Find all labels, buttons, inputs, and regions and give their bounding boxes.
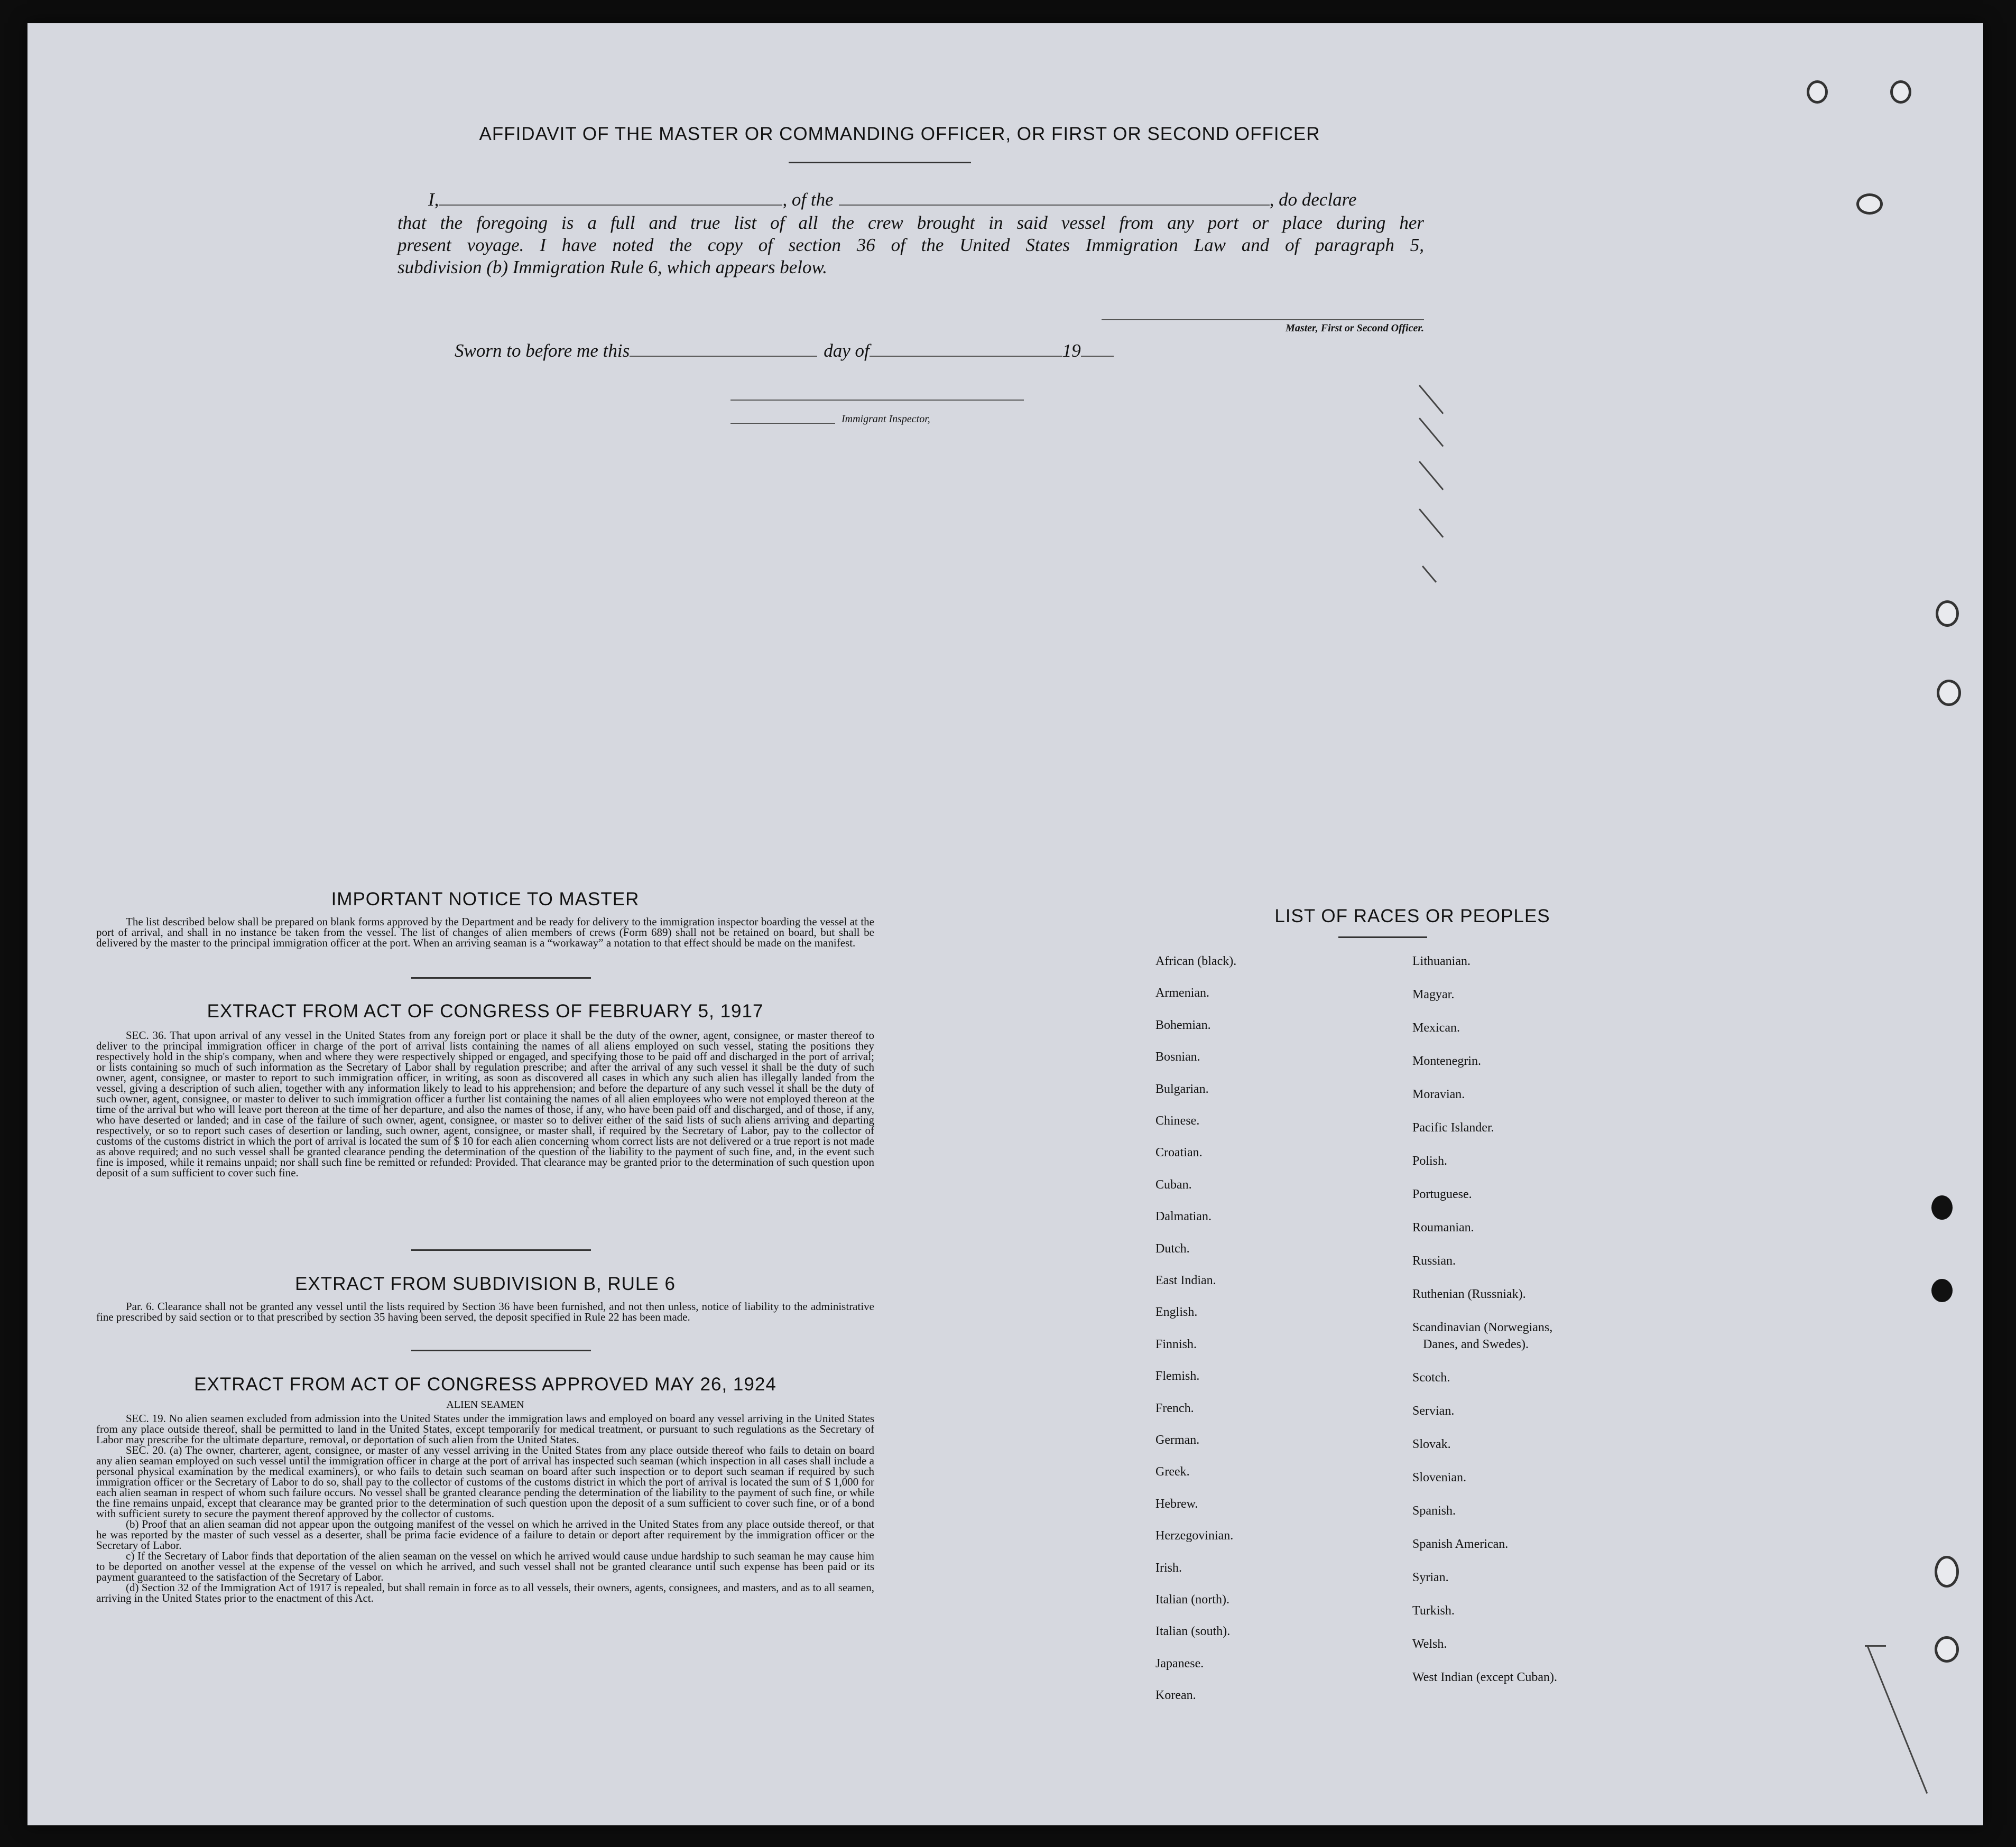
race-right-item: Scandinavian (Norwegians,: [1412, 1321, 1553, 1334]
extract-rule6-title: EXTRACT FROM SUBDIVISION B, RULE 6: [295, 1274, 676, 1294]
pencil-stroke-short: [1865, 1645, 1886, 1647]
race-left-item: Armenian.: [1155, 986, 1209, 1000]
race-left-item: Japanese.: [1155, 1656, 1204, 1670]
sec-20b-text: (b) Proof that an alien seaman did not appear upon the outgoing manifest of the vessel on which he arrived in the United States from any place outside thereof, or that he was reported by the master of such vessel as a deserter, shall be prima facie evidence of a failure to detain or deport after requirement by the immigration officer or the Secretary of Labor.: [96, 1518, 874, 1552]
notice-divider: [411, 977, 591, 979]
race-right-item: Slovenian.: [1412, 1471, 1466, 1484]
race-right-item: Spanish.: [1412, 1504, 1456, 1518]
race-left-item: Finnish.: [1155, 1337, 1197, 1351]
declaration-line-2: that the foregoing is a full and true list of all the crew brought in said vessel from any port or place during her: [397, 212, 1424, 233]
day-of-label: day of: [824, 340, 870, 361]
sec-20d-text: (d) Section 32 of the Immigration Act of 1917 is repealed, but shall remain in force as to all vessels, their owners, agents, consignees, and masters, and as to all seamen, arriving in the United States prior to the enactment of this Act.: [96, 1581, 874, 1604]
race-left-item: Korean.: [1155, 1688, 1196, 1703]
extract-1924-subtitle: ALIEN SEAMEN: [446, 1399, 524, 1410]
race-right-item: Servian.: [1412, 1404, 1455, 1418]
binder-hole-9: [1935, 1636, 1959, 1663]
extract-1917-text: SEC. 36. That upon arrival of any vessel in the United States from any foreign port or place it shall be the duty of the owner, agent, consignee, or master thereof to deliver to the principal immigration officer in charge of the port of arrival lists containing the names of all aliens employed on such vessel, stating the positions they respectively hold in the ship's company, when and where they were respectively shipped or engaged, and specifying those to be paid off and discharged in the port of arrival; or lists containing so much of such information as the Secretary of Labor shall by regulation prescribe; and after the arrival of any such vessel it shall be the duty of such owner, agent, consignee, or master to report to such immigration officer, in writing, as soon as discovered all cases in which any such alien has illegally landed from the vessel, giving a description of such alien, together with any information likely to lead to his apprehension; and before the departure of any such vessel it shall be the duty of such owner, agent, consignee, or master to deliver to such immigration officer a further list containing the names of all alien employees who were not employed thereon at the time of the arrival but who will leave port thereon at the time of her departure, and also the names of those, if any, who have been paid off and discharged, and of those, if any, who have deserted or landed; and in case of the failure of such owner, agent, consignee, or master so to deliver either of the said lists of such aliens arriving and departing respectively, or so to report such cases of desertion or landing, such owner, agent, consignee, or master shall, if required by the Secretary of Labor, pay to the collector of customs of the customs district in which the port of arrival is located the sum of $ 10 for each alien concerning whom correct lists are not delivered or a true report is not made as above required; and no such vessel shall be granted clearance pending the determination of the question of the liability to the payment of such fine, and, in the event such fine is imposed, while it remains unpaid; nor shall such fine be remitted or refunded: Provided. That clearance may be granted prior to the determination of such question upon deposit of a sum sufficient to cover such fine.: [96, 1029, 874, 1179]
master-label: Master, First or Second Officer.: [1286, 322, 1424, 334]
race-right-item: Montenegrin.: [1412, 1054, 1481, 1068]
race-right-item: Spanish American.: [1412, 1537, 1509, 1551]
race-left-item: English.: [1155, 1305, 1198, 1320]
binder-hole-4: [1936, 600, 1959, 627]
do-declare-label: , do declare: [1269, 189, 1357, 210]
race-left-item: Italian (north).: [1155, 1593, 1229, 1607]
notice-text: The list described below shall be prepared on blank forms approved by the Department and be ready for delivery to the immigration inspector boarding the vessel at the port of arrival, and shall in no instance be taken from the vessel. The list of changes of alien members of crews (Form 689) shall not be retained on board, but shall be delivered by the master to the principal immigration officer at the port. When an arriving seaman is a “workaway” a notation to that effect should be made on the manifest.: [96, 915, 874, 949]
extract-rule6-text: Par. 6. Clearance shall not be granted any vessel until the lists required by Section 36 have been furnished, and not then unless, notice of liability to the administrative fine prescribed by said section or to that prescribed by section 35 having been served, the deposit specified in Rule 22 has been made.: [96, 1300, 874, 1323]
sworn-year-field[interactable]: [1081, 356, 1114, 357]
extract-1924-body: [96, 1413, 874, 1603]
race-left-item: Bosnian.: [1155, 1050, 1200, 1064]
sworn-label: Sworn to before me this: [455, 340, 630, 361]
year-label: 19: [1062, 340, 1081, 361]
race-right-item: Welsh.: [1412, 1637, 1447, 1651]
title-underline: [789, 162, 971, 163]
sworn-day-field[interactable]: [630, 356, 817, 357]
race-left-item: French.: [1155, 1401, 1194, 1415]
of-the-label: , of the: [782, 189, 834, 210]
race-left-item: Bohemian.: [1155, 1018, 1211, 1032]
pencil-mark-3: [1419, 461, 1444, 490]
race-right-item: Roumanian.: [1412, 1221, 1474, 1235]
binder-hole-top-2: [1890, 80, 1911, 104]
binder-hole-top-1: [1807, 80, 1828, 104]
binder-hole-7: [1931, 1279, 1953, 1302]
sworn-line: [455, 340, 1114, 361]
pencil-mark-2: [1419, 417, 1444, 447]
pencil-mark-4: [1419, 508, 1444, 538]
race-right-item: Magyar.: [1412, 988, 1455, 1001]
race-left-item: Greek.: [1155, 1465, 1190, 1479]
race-right-item: Scotch.: [1412, 1371, 1450, 1385]
race-right-item: Danes, and Swedes).: [1423, 1338, 1529, 1351]
binder-hole-8: [1935, 1556, 1959, 1588]
extract-1924-title: EXTRACT FROM ACT OF CONGRESS APPROVED MAY 26, 1924: [194, 1374, 776, 1395]
race-left-item: Dutch.: [1155, 1241, 1190, 1256]
sec-19-text: SEC. 19. No alien seamen excluded from admission into the United States under the immigration laws and employed on board any vessel arriving in the United States from any place outside thereof, shall be permitted to land in the United States, except temporarily for medical treatment, or pursuant to such regulations as the Secretary of Labor may prescribe for the ultimate departure, removal, or deportation of such alien from the United States.: [96, 1412, 874, 1446]
binder-hole-6: [1931, 1195, 1953, 1220]
race-right-item: Syrian.: [1412, 1571, 1449, 1584]
race-left-item: Hebrew.: [1155, 1497, 1198, 1511]
extract-1917-divider: [411, 1249, 591, 1251]
binder-hole-3: [1856, 193, 1883, 215]
race-right-item: Slovak.: [1412, 1437, 1451, 1451]
race-right-item: Russian.: [1412, 1254, 1456, 1268]
master-signature-line[interactable]: [1102, 319, 1424, 320]
inspector-label: Immigrant Inspector,: [841, 413, 930, 425]
race-right-item: Portuguese.: [1412, 1187, 1472, 1201]
pencil-mark-5: [1422, 565, 1437, 583]
races-title: LIST OF RACES OR PEOPLES: [1274, 906, 1550, 926]
race-right-item: Ruthenian (Russniak).: [1412, 1287, 1526, 1301]
inspector-prefix-line: [730, 423, 835, 424]
race-left-item: Flemish.: [1155, 1369, 1200, 1384]
race-right-item: Moravian.: [1412, 1088, 1465, 1101]
pencil-stroke-long: [1867, 1646, 1928, 1794]
name-field[interactable]: [439, 205, 782, 206]
i-label: I,: [428, 189, 439, 210]
sec-20a-text: SEC. 20. (a) The owner, charterer, agent, consignee, or master of any vessel arriving in the United States from any place outside thereof who fails to detain on board any alien seaman employed on such vessel until the immigration officer in charge at the port of arrival has inspected such seaman (which inspection in all cases shall include a personal physical examination by the medical examiners), or who fails to detain such seaman on board after such inspection or to deport such seaman if required by such immigration officer or the Secretary of Labor to do so, shall pay to the collector of customs of the customs district in which the port of arrival is located the sum of $ 1,000 for each alien seaman in respect of whom such failure occurs. No vessel shall be granted clearance pending the determination of the liability to the payment of such fine, or while the fine remains unpaid, except that clearance may be granted prior to the determination of such question upon the deposit of a sum sufficient to cover such fine, or of a bond with sufficient surety to secure the payment thereof approved by the collector of customs.: [96, 1444, 874, 1520]
form-page: [27, 23, 1983, 1825]
race-right-item: Pacific Islander.: [1412, 1121, 1494, 1135]
race-left-item: Chinese.: [1155, 1114, 1200, 1128]
affidavit-title: AFFIDAVIT OF THE MASTER OR COMMANDING OFFICER, OR FIRST OR SECOND OFFICER: [479, 124, 1320, 144]
race-right-item: Turkish.: [1412, 1604, 1455, 1618]
race-right-item: Mexican.: [1412, 1021, 1460, 1035]
extract-1917-title: EXTRACT FROM ACT OF CONGRESS OF FEBRUARY 5, 1917: [207, 1001, 764, 1022]
race-left-item: Herzegovinian.: [1155, 1529, 1234, 1543]
race-left-item: Italian (south).: [1155, 1625, 1231, 1639]
inspector-signature-line[interactable]: [730, 400, 1024, 401]
sec-20c-text: c) If the Secretary of Labor finds that deportation of the alien seaman on the vessel on which he arrived would cause undue hardship to such seaman he may cause him to be deported on another vessel at the expense of the vessel on which he arrived, and such vessel shall not be granted clearance until such expense has been paid or its payment guaranteed to the satisfaction of the Secretary of Labor.: [96, 1549, 874, 1583]
race-left-item: Irish.: [1155, 1561, 1182, 1575]
race-right-item: West Indian (except Cuban).: [1412, 1670, 1557, 1684]
race-left-item: Bulgarian.: [1155, 1082, 1209, 1096]
race-left-item: German.: [1155, 1433, 1200, 1447]
notice-title: IMPORTANT NOTICE TO MASTER: [331, 889, 640, 909]
race-left-item: Cuban.: [1155, 1177, 1192, 1192]
race-left-item: Croatian.: [1155, 1146, 1203, 1160]
declaration-line-3: present voyage. I have noted the copy of section 36 of the United States Immigration Law and of paragraph 5,: [397, 235, 1424, 255]
declaration-line-1: [397, 189, 1424, 210]
extract-rule6-divider: [411, 1350, 591, 1351]
race-right-item: Polish.: [1412, 1154, 1448, 1168]
vessel-field[interactable]: [839, 205, 1270, 206]
binder-hole-5: [1937, 680, 1961, 706]
race-left-item: Dalmatian.: [1155, 1210, 1212, 1224]
race-right-item: Lithuanian.: [1412, 954, 1471, 968]
declaration-line-4: subdivision (b) Immigration Rule 6, which appears below.: [397, 257, 828, 277]
races-underline: [1338, 936, 1427, 938]
race-left-item: East Indian.: [1155, 1274, 1216, 1287]
race-left-item: African (black).: [1155, 954, 1237, 968]
pencil-mark-1: [1419, 385, 1444, 414]
sworn-month-field[interactable]: [870, 356, 1062, 357]
